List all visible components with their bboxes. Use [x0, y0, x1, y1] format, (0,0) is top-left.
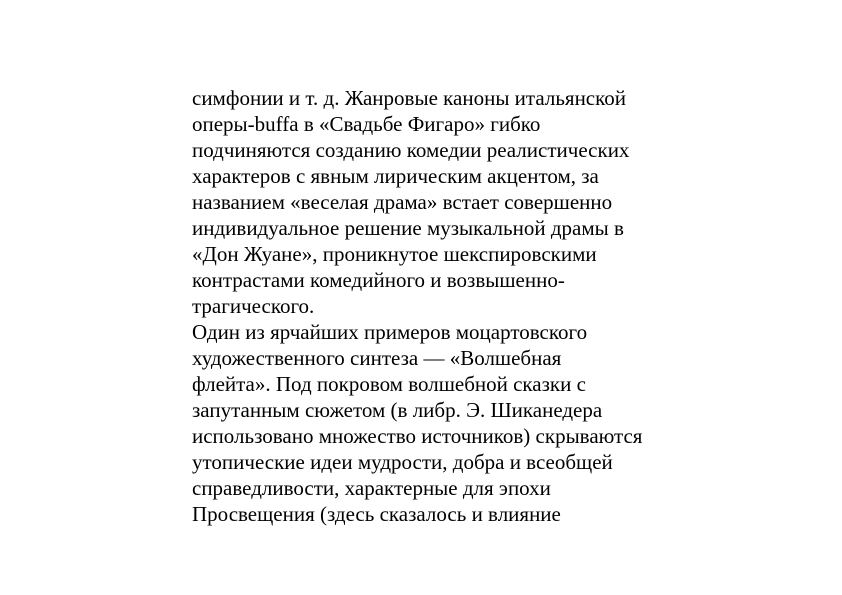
text-line: художественного синтеза — «Волшебная [192, 346, 562, 370]
body-text [192, 85, 672, 527]
text-line: названием «веселая драма» встает совершенно [192, 190, 613, 214]
text-line: характеров с явным лирическим акцентом, за [192, 164, 599, 188]
text-line: запутанным сюжетом (в либр. Э. Шиканедера [192, 398, 603, 422]
text-line: Просвещения (здесь сказалось и влияние [192, 502, 561, 526]
text-line: «Дон Жуане», проникнутое шекспировскими [192, 242, 597, 266]
text-line: подчиняются созданию комедии реалистических [192, 138, 630, 162]
text-line: использовано множество источников) скрываются [192, 424, 643, 448]
text-line: оперы-buffa в «Свадьбе Фигаро» гибко [192, 112, 541, 136]
text-line: симфонии и т. д. Жанровые каноны итальянской [192, 86, 627, 110]
text-line: контрастами комедийного и возвышенно- [192, 268, 565, 292]
text-line: индивидуальное решение музыкальной драмы в [192, 216, 624, 240]
text-line: справедливости, характерные для эпохи [192, 476, 551, 500]
text-line: Один из ярчайших примеров моцартовского [192, 320, 588, 344]
text-line: утопические идеи мудрости, добра и всеобщей [192, 450, 613, 474]
text-line: трагического. [192, 294, 315, 318]
text-line: флейта». Под покровом волшебной сказки с [192, 372, 586, 396]
